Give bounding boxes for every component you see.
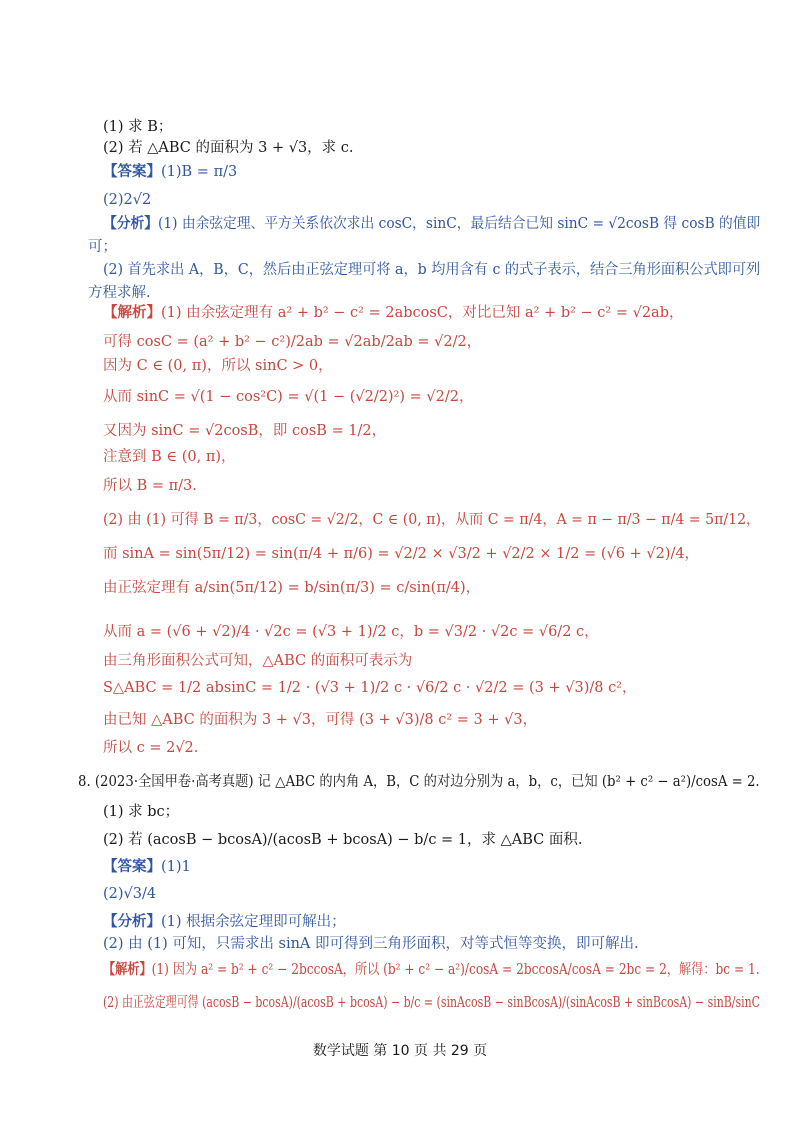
page-footer: 数学试题 第 10 页 共 29 页 <box>312 1043 488 1059</box>
q7-sol3: 从而 sinC = √(1 − cos²C) = √(1 − (√2/2)²) = √2/2， <box>103 389 474 405</box>
answer-tag: 【答案】 <box>103 858 161 875</box>
q7-sol9: 由正弦定理有 a/sin(5π/12) = b/sin(π/3) = c/sin(π/4)， <box>103 580 481 596</box>
q7-analysis2b: 方程求解. <box>88 285 151 301</box>
q7-sol12: S△ABC = 1/2 absinC = 1/2 · (√3 + 1)/2 c · √6/2 c · √2/2 = (3 + √3)/8 c²， <box>103 680 637 696</box>
q7-answer1: (1)B = π/3 <box>161 164 238 180</box>
q7-sol2: 因为 C ∈ (0, π)，所以 sinC > 0， <box>103 358 333 374</box>
answer-tag: 【答案】 <box>103 163 161 180</box>
q8-analysis2: (2) 由 (1) 可知，只需求出 sinA 即可得到三角形面积，对等式恒等变换，即可解出. <box>103 936 639 952</box>
q8-analysis1: (1) 根据余弦定理即可解出； <box>161 914 346 930</box>
q8-solution-line1 <box>103 960 760 980</box>
analysis-tag: 【分析】 <box>103 215 158 232</box>
q8-analysis <box>103 912 346 932</box>
q8-part1: (1) 求 bc； <box>103 804 180 820</box>
q7-analysis2: (2) 首先求出 A，B，C，然后由正弦定理可将 a，b 均用含有 c 的式子表示，结合三角形面积公式即可列 <box>103 262 761 278</box>
q7-answer <box>103 162 237 182</box>
q7-sol4: 又因为 sinC = √2cosB，即 cosB = 1/2， <box>103 423 387 439</box>
q7-analysis <box>103 214 760 234</box>
q8-sol1: (1) 因为 a² = b² + c² − 2bccosA，所以 (b² + c² − a²)/cosA = 2bccosA/cosA = 2bc = 2，解得：bc = 1. <box>151 962 760 978</box>
q7-solution-line0 <box>103 303 683 323</box>
q7-analysis1: (1) 由余弦定理、平方关系依次求出 cosC，sinC，最后结合已知 sinC = √2cosB 得 cosB 的值即 <box>157 216 761 232</box>
q8-part2: (2) 若 (acosB − bcosA)/(acosB + bcosA) − b/c = 1，求 △ABC 面积. <box>103 832 583 848</box>
solution-tag: 【解析】 <box>103 961 152 978</box>
q7-sol7: (2) 由 (1) 可得 B = π/3，cosC = √2/2，C ∈ (0, π)，从而 C = π/4，A = π − π/3 − π/4 = 5π/12， <box>103 512 761 528</box>
q8-header: 8. (2023·全国甲卷·高考真题) 记 △ABC 的内角 A，B，C 的对边分别为 a，b，c，已知 (b² + c² − a²)/cosA = 2. <box>78 774 760 790</box>
q7-part1: (1) 求 B； <box>103 119 173 135</box>
q7-sol11: 由三角形面积公式可知，△ABC 的面积可表示为 <box>103 653 413 669</box>
solution-tag: 【解析】 <box>103 304 161 321</box>
q7-answer2: (2)2√2 <box>103 192 152 208</box>
q8-sol2: (2) 由正弦定理可得 (acosB − bcosA)/(acosB + bcosA) − b/c = (sinAcosB − sinBcosA)/(sinAcosB + sinBcosA) − sinB/sinC <box>103 995 761 1011</box>
q7-sol10: 从而 a = (√6 + √2)/4 · √2c = (√3 + 1)/2 c，b = √3/2 · √2c = √6/2 c， <box>103 624 599 640</box>
q7-sol6: 所以 B = π/3. <box>103 478 197 494</box>
q7-sol8: 而 sinA = sin(5π/12) = sin(π/4 + π/6) = √2/2 × √3/2 + √2/2 × 1/2 = (√6 + √2)/4， <box>103 546 700 562</box>
q7-sol14: 所以 c = 2√2. <box>103 740 199 756</box>
q8-answer <box>103 857 191 877</box>
q7-sol13: 由已知 △ABC 的面积为 3 + √3，可得 (3 + √3)/8 c² = 3 + √3， <box>103 712 538 728</box>
q7-sol0: (1) 由余弦定理有 a² + b² − c² = 2abcosC，对比已知 a² + b² − c² = √2ab， <box>161 305 684 321</box>
analysis-tag: 【分析】 <box>103 913 161 930</box>
q8-answer1: (1)1 <box>161 859 191 875</box>
q7-analysis1b: 可； <box>88 239 117 255</box>
q7-sol1: 可得 cosC = (a² + b² − c²)/2ab = √2ab/2ab = √2/2， <box>103 334 482 350</box>
q8-answer2: (2)√3/4 <box>103 886 157 902</box>
q7-part2: (2) 若 △ABC 的面积为 3 + √3，求 c. <box>103 140 354 156</box>
q7-sol5: 注意到 B ∈ (0, π)， <box>103 449 236 465</box>
